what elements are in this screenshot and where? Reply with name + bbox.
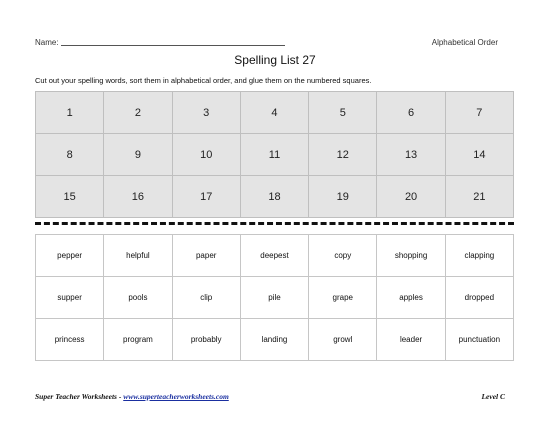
number-square: 6 bbox=[377, 92, 445, 134]
word-card: apples bbox=[377, 277, 445, 319]
number-square: 16 bbox=[104, 176, 172, 218]
worksheet-type: Alphabetical Order bbox=[431, 38, 498, 47]
word-card: clapping bbox=[446, 235, 514, 277]
word-card: shopping bbox=[377, 235, 445, 277]
word-card: growl bbox=[309, 319, 377, 361]
footer-credit bbox=[35, 392, 229, 401]
word-cards-grid bbox=[35, 234, 514, 361]
numbered-squares-grid bbox=[35, 91, 514, 218]
name-blank-line bbox=[61, 45, 285, 46]
number-square: 21 bbox=[446, 176, 514, 218]
word-card: copy bbox=[309, 235, 377, 277]
number-square: 12 bbox=[309, 134, 377, 176]
word-card: leader bbox=[377, 319, 445, 361]
word-card: helpful bbox=[104, 235, 172, 277]
word-card: dropped bbox=[446, 277, 514, 319]
number-square: 19 bbox=[309, 176, 377, 218]
word-card: paper bbox=[173, 235, 241, 277]
number-square: 11 bbox=[241, 134, 309, 176]
footer-separator: - bbox=[116, 392, 124, 401]
number-square: 3 bbox=[173, 92, 241, 134]
word-card: clip bbox=[173, 277, 241, 319]
footer-brand: Super Teacher Worksheets bbox=[35, 392, 117, 401]
number-square: 5 bbox=[309, 92, 377, 134]
word-card: pile bbox=[241, 277, 309, 319]
word-card: deepest bbox=[241, 235, 309, 277]
footer bbox=[35, 392, 505, 404]
footer-website-link[interactable]: www.superteacherworksheets.com bbox=[123, 392, 229, 401]
word-card: grape bbox=[309, 277, 377, 319]
number-square: 14 bbox=[446, 134, 514, 176]
number-square: 10 bbox=[173, 134, 241, 176]
cut-line bbox=[35, 222, 514, 225]
page-title: Spelling List 27 bbox=[234, 53, 316, 67]
number-square: 8 bbox=[36, 134, 104, 176]
name-label: Name: bbox=[35, 38, 59, 47]
instructions: Cut out your spelling words, sort them in alphabetical order, and glue them on the numbered squares. bbox=[35, 76, 372, 85]
number-square: 15 bbox=[36, 176, 104, 218]
number-square: 4 bbox=[241, 92, 309, 134]
number-square: 13 bbox=[377, 134, 445, 176]
word-card: princess bbox=[36, 319, 104, 361]
number-square: 2 bbox=[104, 92, 172, 134]
word-card: program bbox=[104, 319, 172, 361]
number-square: 20 bbox=[377, 176, 445, 218]
word-card: supper bbox=[36, 277, 104, 319]
number-square: 9 bbox=[104, 134, 172, 176]
number-square: 1 bbox=[36, 92, 104, 134]
header-row bbox=[35, 36, 498, 50]
word-card: probably bbox=[173, 319, 241, 361]
word-card: punctuation bbox=[446, 319, 514, 361]
number-square: 18 bbox=[241, 176, 309, 218]
word-card: landing bbox=[241, 319, 309, 361]
word-card: pepper bbox=[36, 235, 104, 277]
footer-level: Level C bbox=[481, 392, 505, 401]
number-square: 7 bbox=[446, 92, 514, 134]
word-card: pools bbox=[104, 277, 172, 319]
number-square: 17 bbox=[173, 176, 241, 218]
